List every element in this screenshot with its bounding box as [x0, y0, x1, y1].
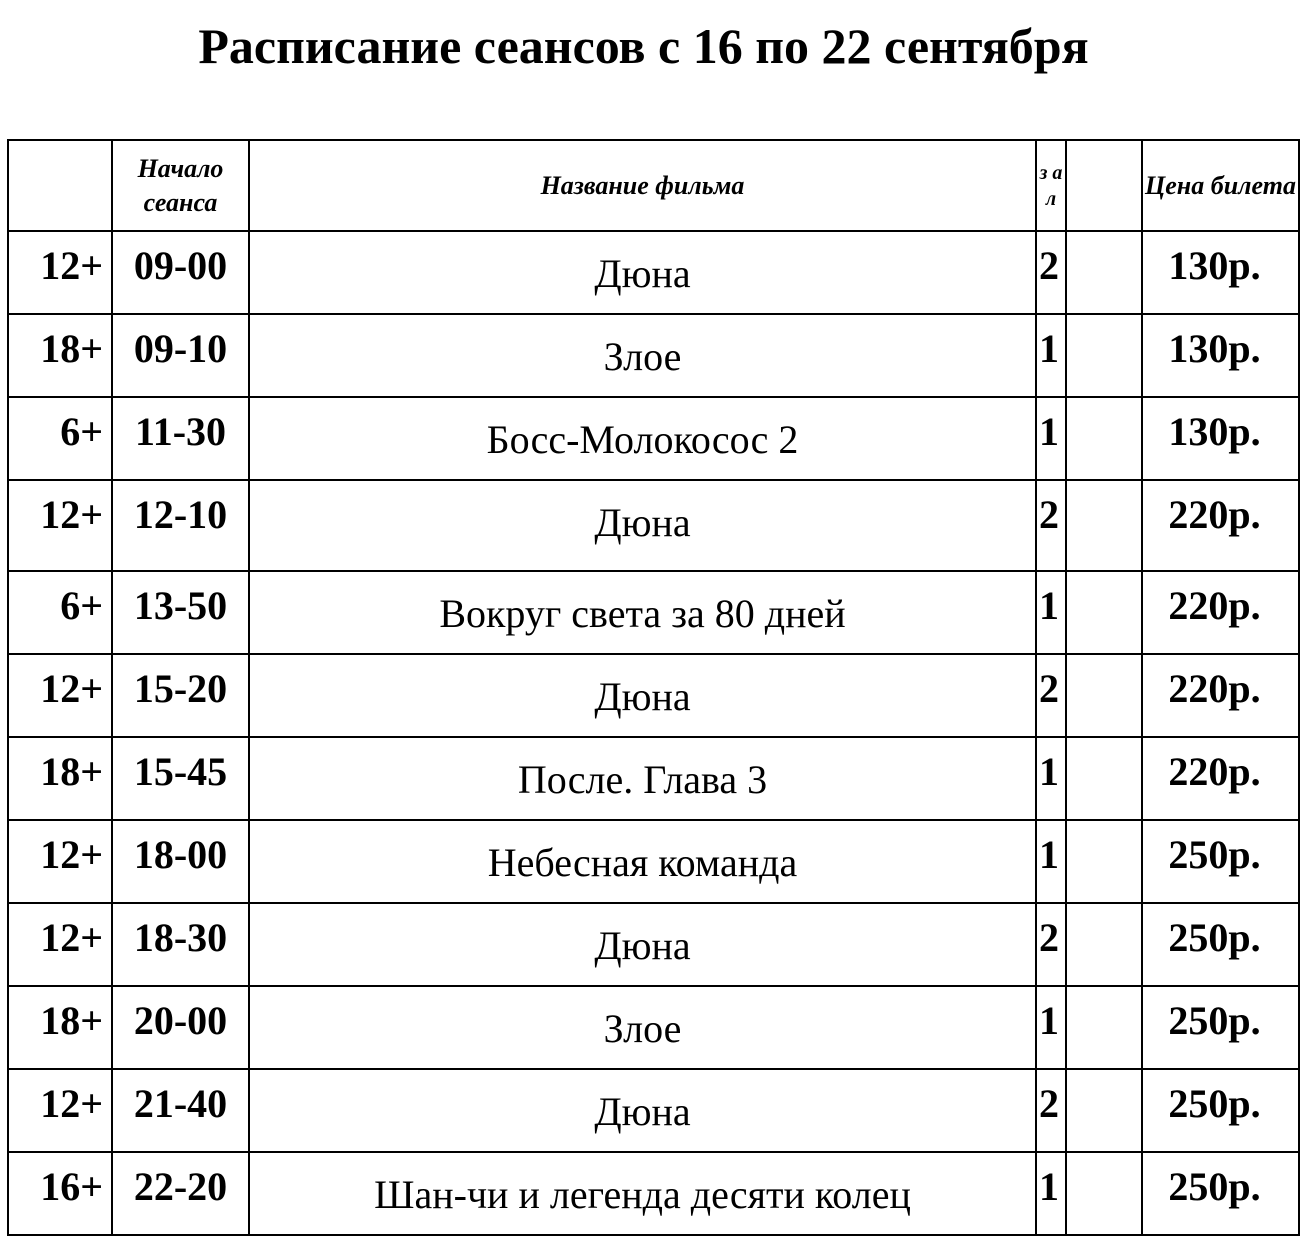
film-title: Вокруг света за 80 дней	[249, 571, 1036, 654]
hall-number: 2	[1036, 1069, 1066, 1152]
ticket-price: 220р.	[1142, 571, 1299, 654]
ticket-price: 250р.	[1142, 1069, 1299, 1152]
ticket-price: 130р.	[1142, 397, 1299, 480]
hall-number: 1	[1036, 986, 1066, 1069]
film-title: Шан-чи и легенда десяти колец	[249, 1152, 1036, 1235]
film-title: Босс-Молокосос 2	[249, 397, 1036, 480]
hall-number: 1	[1036, 314, 1066, 397]
age-rating: 18+	[8, 314, 112, 397]
ticket-price: 220р.	[1142, 480, 1299, 571]
session-time: 15-20	[112, 654, 249, 737]
blank-cell	[1066, 654, 1142, 737]
table-row	[8, 903, 1299, 986]
table-row	[8, 1152, 1299, 1235]
table-row	[8, 314, 1299, 397]
hall-number: 2	[1036, 654, 1066, 737]
ticket-price: 220р.	[1142, 654, 1299, 737]
session-time: 12-10	[112, 480, 249, 571]
session-time: 21-40	[112, 1069, 249, 1152]
film-title: Дюна	[249, 480, 1036, 571]
age-rating: 12+	[8, 1069, 112, 1152]
session-time: 09-10	[112, 314, 249, 397]
table-row	[8, 571, 1299, 654]
hall-number: 1	[1036, 397, 1066, 480]
blank-cell	[1066, 737, 1142, 820]
film-title: Дюна	[249, 654, 1036, 737]
blank-cell	[1066, 480, 1142, 571]
table-row	[8, 480, 1299, 571]
hall-number: 2	[1036, 903, 1066, 986]
header-hall: з а л	[1036, 140, 1066, 231]
film-title: Дюна	[249, 231, 1036, 314]
schedule-table	[7, 139, 1300, 1236]
age-rating: 12+	[8, 654, 112, 737]
ticket-price: 250р.	[1142, 903, 1299, 986]
hall-number: 2	[1036, 231, 1066, 314]
session-time: 22-20	[112, 1152, 249, 1235]
hall-number: 1	[1036, 1152, 1066, 1235]
film-title: Дюна	[249, 1069, 1036, 1152]
header-age	[8, 140, 112, 231]
age-rating: 12+	[8, 903, 112, 986]
header-start: Начало сеанса	[112, 140, 249, 231]
table-row	[8, 820, 1299, 903]
blank-cell	[1066, 986, 1142, 1069]
hall-number: 2	[1036, 480, 1066, 571]
blank-cell	[1066, 397, 1142, 480]
hall-number: 1	[1036, 820, 1066, 903]
session-time: 13-50	[112, 571, 249, 654]
session-time: 20-00	[112, 986, 249, 1069]
table-row	[8, 231, 1299, 314]
ticket-price: 250р.	[1142, 986, 1299, 1069]
page-title: Расписание сеансов с 16 по 22 сентября	[198, 18, 1089, 74]
session-time: 11-30	[112, 397, 249, 480]
blank-cell	[1066, 314, 1142, 397]
ticket-price: 130р.	[1142, 231, 1299, 314]
hall-number: 1	[1036, 737, 1066, 820]
age-rating: 18+	[8, 737, 112, 820]
session-time: 15-45	[112, 737, 249, 820]
session-time: 18-30	[112, 903, 249, 986]
ticket-price: 130р.	[1142, 314, 1299, 397]
film-title: Злое	[249, 314, 1036, 397]
header-blank	[1066, 140, 1142, 231]
film-title: Небесная команда	[249, 820, 1036, 903]
hall-number: 1	[1036, 571, 1066, 654]
blank-cell	[1066, 820, 1142, 903]
film-title: После. Глава 3	[249, 737, 1036, 820]
table-row	[8, 654, 1299, 737]
age-rating: 6+	[8, 571, 112, 654]
header-film: Название фильма	[249, 140, 1036, 231]
table-row	[8, 397, 1299, 480]
age-rating: 12+	[8, 231, 112, 314]
ticket-price: 220р.	[1142, 737, 1299, 820]
age-rating: 12+	[8, 480, 112, 571]
blank-cell	[1066, 231, 1142, 314]
blank-cell	[1066, 571, 1142, 654]
age-rating: 12+	[8, 820, 112, 903]
ticket-price: 250р.	[1142, 820, 1299, 903]
table-row	[8, 986, 1299, 1069]
age-rating: 16+	[8, 1152, 112, 1235]
session-time: 18-00	[112, 820, 249, 903]
session-time: 09-00	[112, 231, 249, 314]
header-row	[8, 140, 1299, 231]
blank-cell	[1066, 903, 1142, 986]
ticket-price: 250р.	[1142, 1152, 1299, 1235]
header-price: Цена билета	[1142, 140, 1299, 231]
film-title: Злое	[249, 986, 1036, 1069]
blank-cell	[1066, 1069, 1142, 1152]
age-rating: 6+	[8, 397, 112, 480]
blank-cell	[1066, 1152, 1142, 1235]
film-title: Дюна	[249, 903, 1036, 986]
age-rating: 18+	[8, 986, 112, 1069]
table-row	[8, 1069, 1299, 1152]
table-row	[8, 737, 1299, 820]
